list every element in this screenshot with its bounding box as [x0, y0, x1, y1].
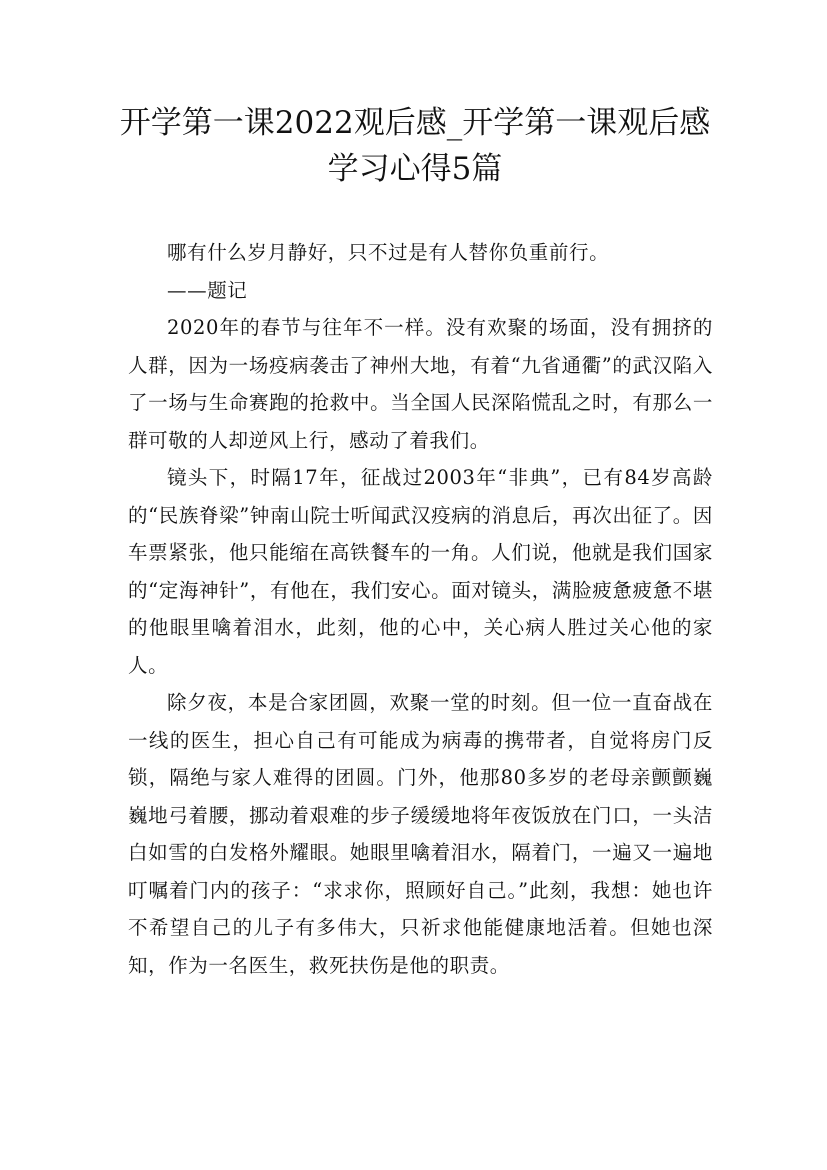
paragraph: 除夕夜，本是合家团圆，欢聚一堂的时刻。但一位一直奋战在一线的医生，担心自己有可能成为病毒的携带者，自觉将房门反锁，隔绝与家人难得的团圆。门外，他那80多岁的老母亲颤颤巍巍地弓着腰，挪动着艰难的步子缓缓地将年夜饭放在门口，一头洁白如雪的白发格外耀眼。她眼里噙着泪水，隔着门，一遍又一遍地叮嘱着门内的孩子：“求求你，照顾好自己。”此刻，我想：她也许不希望自己的儿子有多伟大，只祈求他能健康地活着。但她也深知，作为一名医生，救死扶伤是他的职责。: [128, 691, 713, 977]
paragraph-epigraph: 哪有什么岁月静好，只不过是有人替你负重前行。: [167, 241, 610, 264]
paragraph: 镜头下，时隔17年，征战过2003年“非典”，已有84岁高龄的“民族脊梁”钟南山院士听闻武汉疫病的消息后，再次出征了。因车票紧张，他只能缩在高铁餐车的一角。人们说，他就是我们国家的“定海神针”，有他在，我们安心。面对镜头，满脸疲惫疲惫不堪的他眼里噙着泪水，此刻，他的心中，关心病人胜过关心他的家人。: [128, 466, 713, 677]
document-title: 开学第一课2022观后感_开学第一课观后感学习心得5篇: [119, 105, 711, 187]
document-body: [128, 234, 713, 984]
paragraph-epigraph-attribution: ——题记: [167, 278, 248, 302]
paragraph: 2020年的春节与往年不一样。没有欢聚的场面，没有拥挤的人群，因为一场疫病袭击了神州大地，有着“九省通衢”的武汉陷入了一场与生命赛跑的抢救中。当全国人民深陷慌乱之时，有那么一群可敬的人却逆风上行，感动了着我们。: [128, 316, 713, 452]
